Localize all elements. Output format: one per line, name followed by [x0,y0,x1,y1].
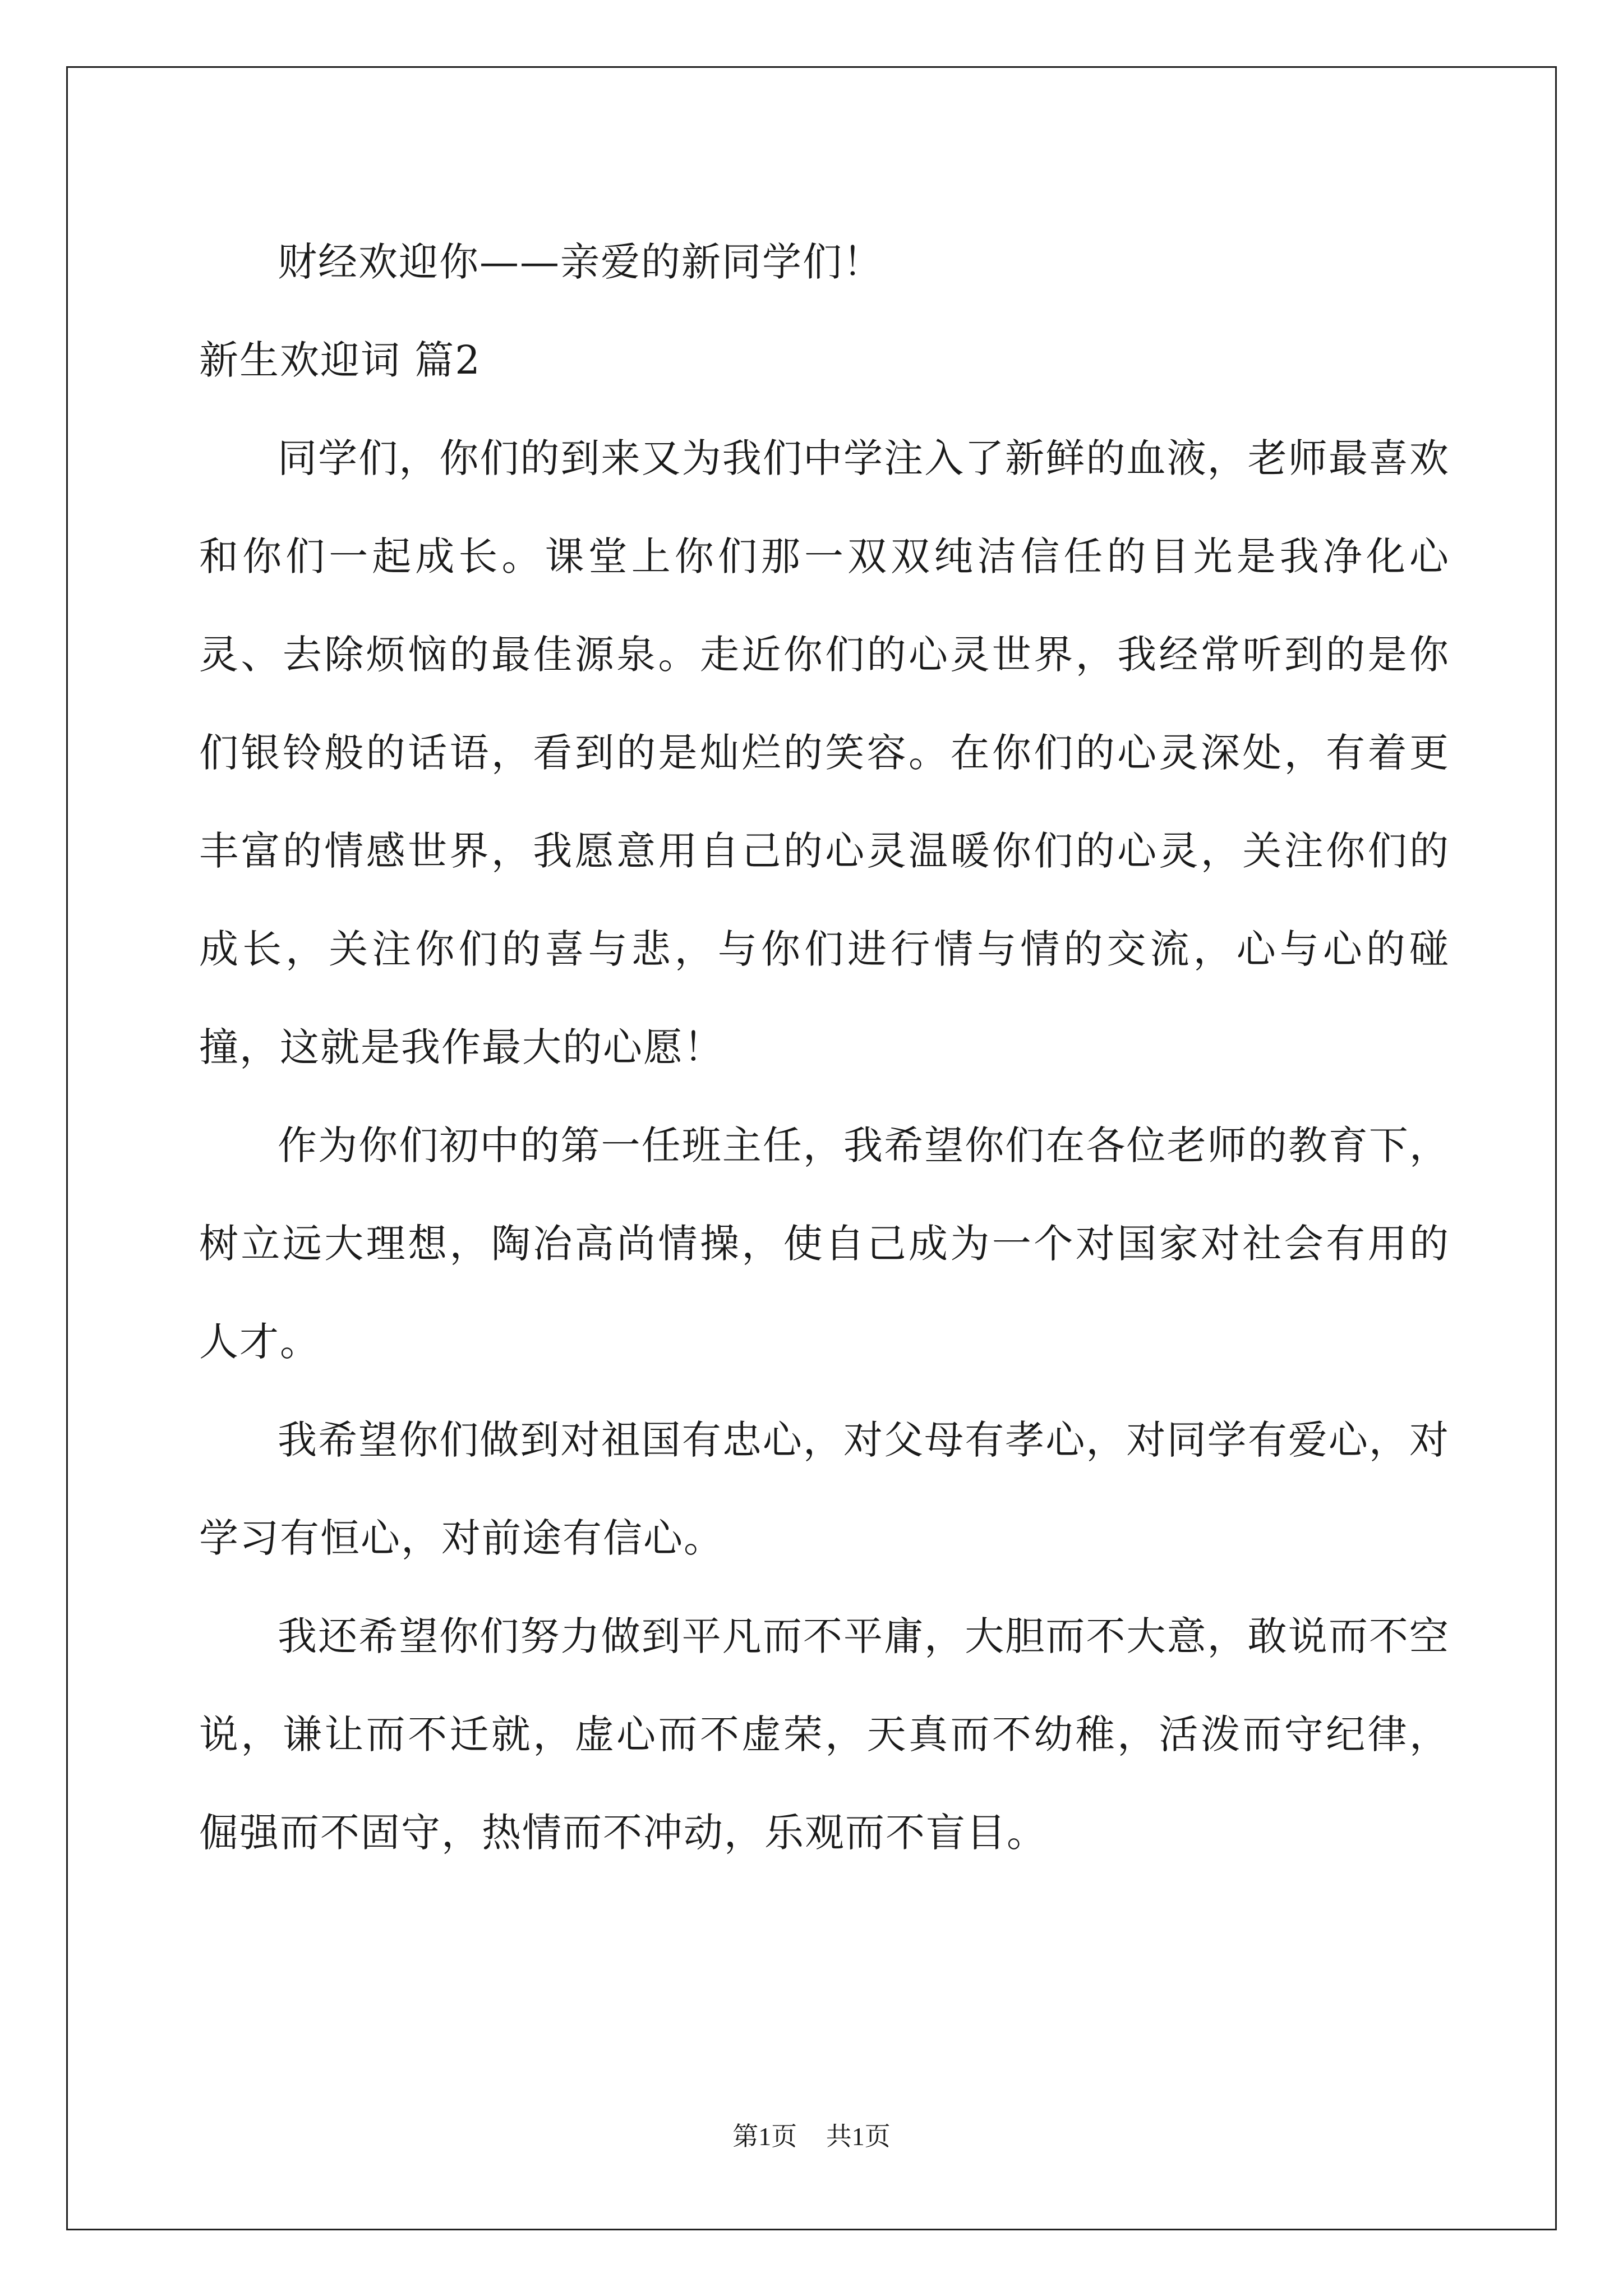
paragraph-4: 我还希望你们努力做到平凡而不平庸，大胆而不大意，敢说而不空说，谦让而不迁就，虚心而不虚荣，天真而不幼稚，活泼而守纪律，倔强而不固守，热情而不冲动，乐观而不盲目。 [199,1613,1450,1856]
paragraph-3: 我希望你们做到对祖国有忠心，对父母有孝心，对同学有爱心，对学习有恒心，对前途有信心。 [199,1417,1450,1561]
page-footer [0,2116,1623,2153]
page-number: 第1页 [732,2122,797,2151]
paragraph-2: 作为你们初中的第一任班主任，我希望你们在各位老师的教育下，树立远大理想，陶冶高尚情操，使自己成为一个对国家对社会有用的人才。 [199,1122,1450,1365]
document-body [199,213,1450,1882]
section-heading: 新生欢迎词 篇2 [199,337,481,383]
closing-line: 财经欢迎你——亲爱的新同学们！ [278,239,883,285]
paragraph-1: 同学们，你们的到来又为我们中学注入了新鲜的血液，老师最喜欢和你们一起成长。课堂上你们那一双双纯洁信任的目光是我净化心灵、去除烦恼的最佳源泉。走近你们的心灵世界，我经常听到的是你们银铃般的话语，看到的是灿烂的笑容。在你们的心灵深处，有着更丰富的情感世界，我愿意用自己的心灵温暖你们的心灵，关注你们的成长，关注你们的喜与悲，与你们进行情与情的交流，心与心的碰撞，这就是我作最大的心愿！ [199,435,1450,1070]
page-total: 共1页 [826,2122,891,2151]
